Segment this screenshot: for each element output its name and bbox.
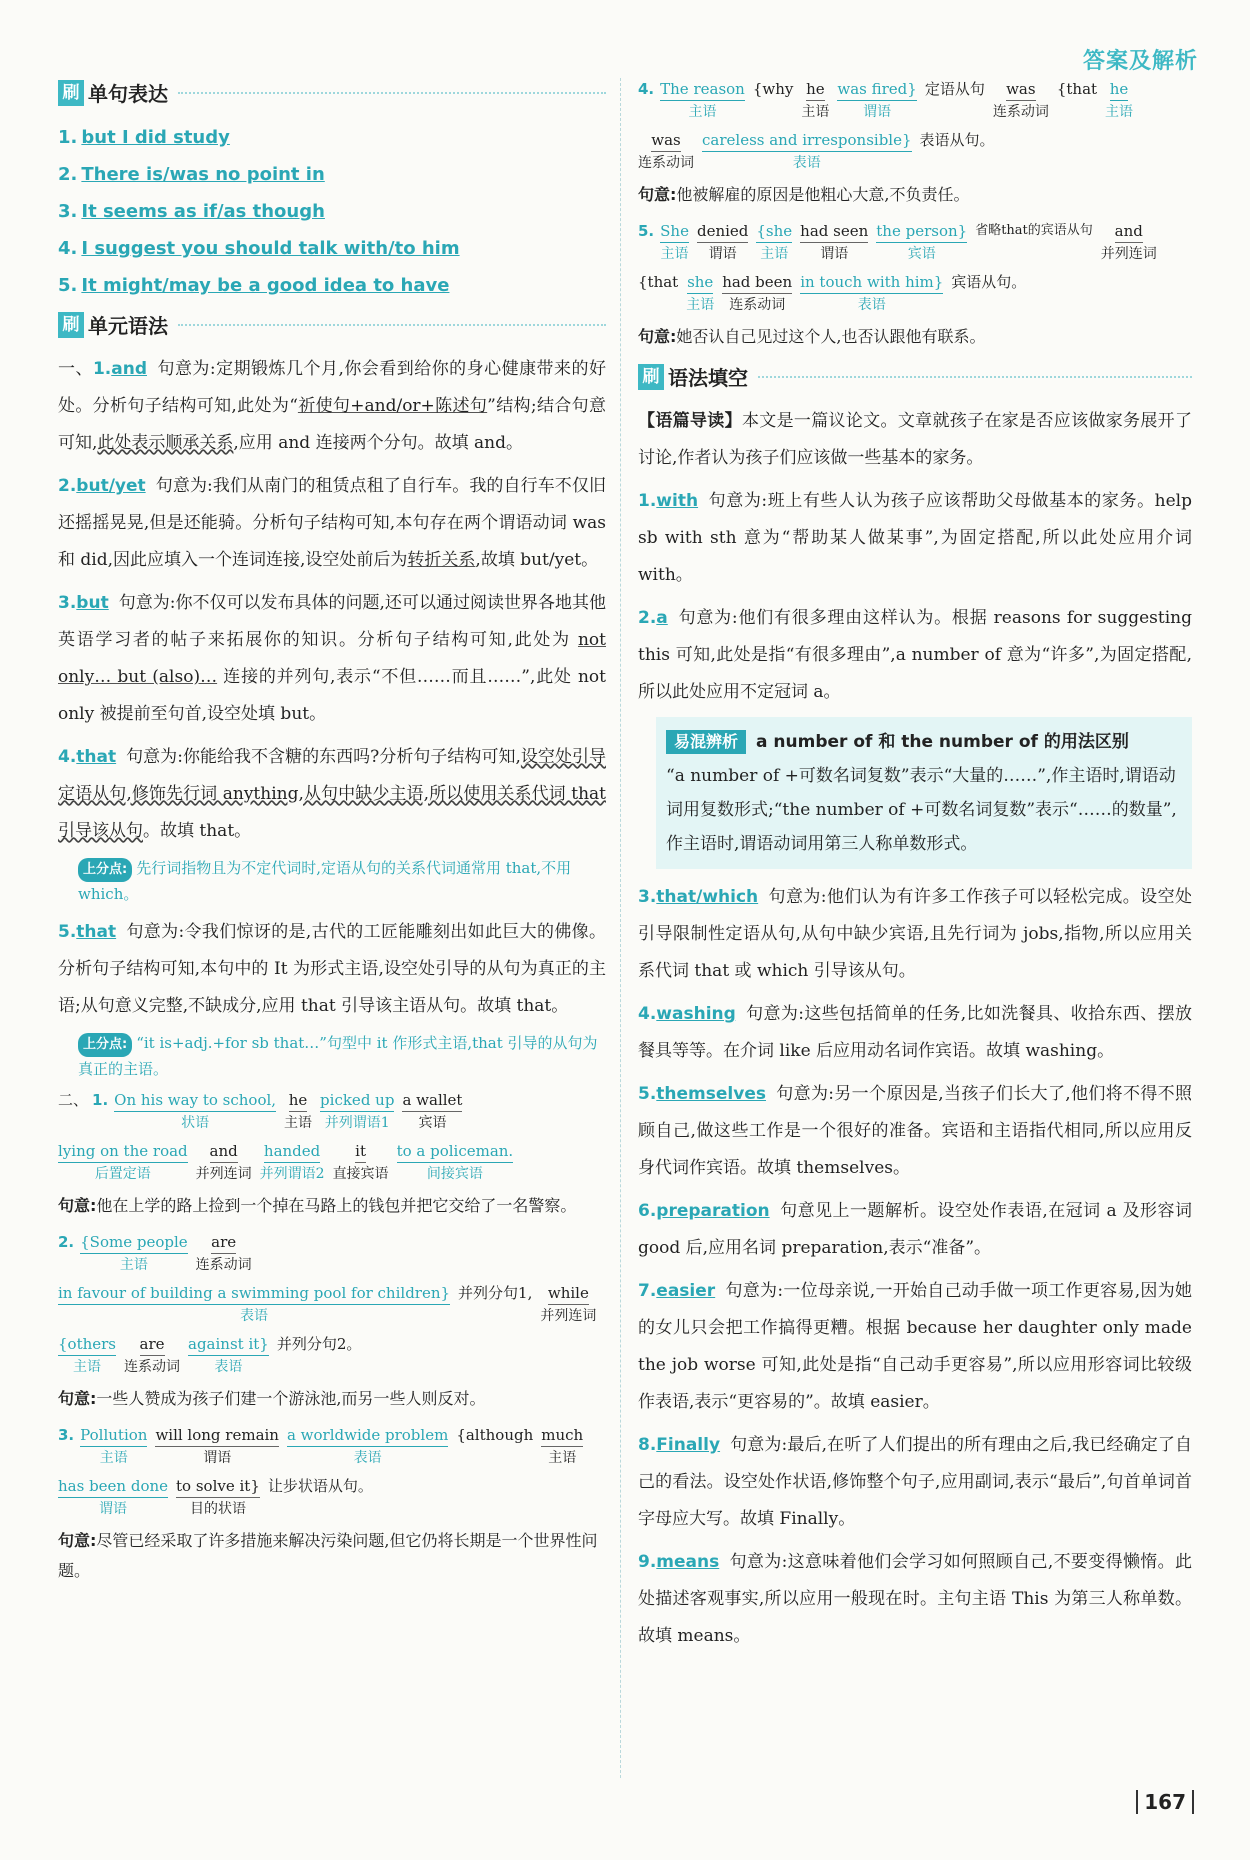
segment: he 主语 bbox=[1105, 80, 1134, 120]
segment: much 主语 bbox=[541, 1426, 584, 1466]
segment: he 主语 bbox=[284, 1091, 313, 1131]
segment: to a policeman. 间接宾语 bbox=[396, 1142, 514, 1182]
segment: had seen 谓语 bbox=[800, 222, 869, 262]
segment: the person} 宾语 bbox=[876, 222, 968, 262]
header-title: 答案及解析 bbox=[1082, 49, 1198, 74]
segment: she 主语 bbox=[686, 273, 715, 313]
segment: {Some people 主语 bbox=[80, 1233, 188, 1273]
grammar-item-3: 3.but 句意为:你不仅可以发布具体的问题,还可以通过阅读世界各地其他英语学习者的帖子来拓展你的知识。分析句子结构可知,此处为 not only… but (also)… 连接的并列句,表示“不但……而且……”,此处 not only 被提前至句首,设空处填 but。 bbox=[58, 593, 607, 724]
segment: She 主语 bbox=[660, 222, 689, 262]
segment: {that bbox=[638, 273, 679, 291]
segment: has been done 谓语 bbox=[58, 1477, 169, 1517]
segment: 定语从句 bbox=[924, 80, 985, 98]
box-text: “a number of +可数名词复数”表示“大量的……”,作主语时,谓语动词用复数形式;“the number of +可数名词复数”表示“……的数量”,作主语时,谓语动词用第三人称单数形式。 bbox=[666, 766, 1177, 854]
segment: are 连系动词 bbox=[124, 1335, 181, 1375]
page-number: 167 bbox=[1136, 1790, 1194, 1814]
fill-item: 2.a 句意为:他们有很多理由这样认为。根据 reasons for suggesting this 可知,此处是指“有很多理由”,a number of 意为“许多”,为固定搭配,所以此处应用不定冠词 a。 bbox=[638, 608, 1192, 702]
segment: to solve it} 目的状语 bbox=[176, 1477, 260, 1517]
segment: it 直接宾语 bbox=[332, 1142, 389, 1182]
tip-badge: 上分点: bbox=[78, 858, 132, 882]
segment: {she 主语 bbox=[756, 222, 793, 262]
fill-item: 9.means 句意为:这意味着他们会学习如何照顾自己,不要变得懒惰。此处描述客观事实,所以应用一般现在时。主句主语 This 为第三人称单数。故填 means。 bbox=[638, 1552, 1192, 1646]
grammar-item-2: 2.but/yet 句意为:我们从南门的租赁点租了自行车。我的自行车不仅旧还摇摇晃晃,但是还能骑。分析句子结构可知,本句存在两个谓语动词 was 和 did,因此应填入一个连词连接,设空处前后为转折关系,故填 but/yet。 bbox=[58, 476, 606, 570]
sentence-analysis-4 bbox=[638, 78, 1192, 210]
segment: a wallet 宾语 bbox=[402, 1091, 463, 1131]
analysis-row: 二、 1. On his way to school, 状语 he 主语 picked up 并列谓语1 a wallet 宾语 lying on the road 后置定语 and 并列连词 handed 并列谓语2 it 直接宾语 to a policeman. 间接宾语 bbox=[58, 1089, 606, 1191]
analysis-row: 2. {Some people 主语 are 连系动词 in favour of building a swimming pool for children} 表语 并列分句1, while 并列连词 {others 主语 are 连系动词 against it} 表语 并列分句2。 bbox=[58, 1231, 606, 1384]
guide-label: 【语篇导读】 bbox=[638, 411, 742, 431]
meaning: 句意:尽管已经采取了许多措施来解决污染问题,但它仍将长期是一个世界性问题。 bbox=[58, 1531, 598, 1580]
segment: lying on the road 后置定语 bbox=[58, 1142, 188, 1182]
answer-line: 5. It might/may be a good idea to have bbox=[58, 275, 450, 296]
answer-line: 2. There is/was no point in bbox=[58, 164, 325, 185]
shua-badge: 刷 bbox=[58, 80, 84, 106]
grammar-item-1: 一、1.and 句意为:定期锻炼几个月,你会看到给你的身心健康带来的好处。分析句子结构可知,此处为“祈使句+and/or+陈述句”结构;结合句意可知,此处表示顺承关系,应用 and 连接两个分句。故填 and。 bbox=[58, 359, 606, 453]
box-head: 易混辨析 a number of 和 the number of 的用法区别 bbox=[666, 725, 1182, 759]
segment: {that bbox=[1056, 80, 1098, 98]
grammar-item-5: 5.that 句意为:令我们惊讶的是,古代的工匠能雕刻出如此巨大的佛像。分析句子结构可知,本句中的 It 为形式主语,设空处引导的从句为真正的主语;从句意义完整,不缺成分,应用 that 引导该主语从句。故填 that。 bbox=[58, 922, 606, 1016]
analysis-row: 5. She 主语 denied 谓语 {she 主语 had seen 谓语 the person} 宾语 省略that的宾语从句 and 并列连词 {that she 主语 had been 连系动词 in touch with him} 表语 宾语从句。 bbox=[638, 220, 1192, 322]
section-header-unit-grammar bbox=[58, 310, 606, 339]
sentence-analysis-2 bbox=[58, 1231, 606, 1414]
sentence-analysis-1 bbox=[58, 1089, 606, 1221]
meaning: 句意:他在上学的路上捡到一个掉在马路上的钱包并把它交给了一名警察。 bbox=[58, 1196, 577, 1215]
answer-line: 3. It seems as if/as though bbox=[58, 201, 325, 222]
meaning: 句意:她否认自己见过这个人,也否认跟他有联系。 bbox=[638, 327, 986, 346]
segment: denied 谓语 bbox=[696, 222, 749, 262]
section-header-grammar-fill bbox=[638, 362, 1192, 391]
dotted-divider bbox=[758, 376, 1192, 378]
answer-line: 4. I suggest you should talk with/to him bbox=[58, 238, 460, 259]
segment: The reason 主语 bbox=[660, 80, 745, 120]
segment: a worldwide problem 表语 bbox=[286, 1426, 449, 1466]
segment: in touch with him} 表语 bbox=[800, 273, 944, 313]
segment: was fired} 谓语 bbox=[837, 80, 917, 120]
segment: 表语从句。 bbox=[919, 131, 995, 149]
fill-item: 1.with 句意为:班上有些人认为孩子应该帮助父母做基本的家务。help sb with sth 意为“帮助某人做某事”,为固定搭配,所以此处应用介词 with。 bbox=[638, 491, 1192, 585]
meaning: 句意:一些人赞成为孩子们建一个游泳池,而另一些人则反对。 bbox=[58, 1389, 486, 1408]
segment: was 连系动词 bbox=[992, 80, 1049, 120]
segment: On his way to school, 状语 bbox=[114, 1091, 277, 1131]
confusion-box bbox=[656, 717, 1192, 869]
grammar-item-4: 4.that 句意为:你能给我不含糖的东西吗?分析句子结构可知,设空处引导定语从句,修饰先行词 anything,从句中缺少主语,所以使用关系代词 that 引导该从句。故填 that。 bbox=[58, 747, 606, 841]
fill-item: 5.themselves 句意为:另一个原因是,当孩子们长大了,他们将不得不照顾自己,做这些工作是一个很好的准备。宾语和主语指代相同,所以应用反身代词作宾语。故填 themselves。 bbox=[638, 1084, 1192, 1178]
analysis-row: 4. The reason 主语 {why he 主语 was fired} 谓语 定语从句 was 连系动词 {that he 主语 was 连系动词 careless and irresponsible} 表语 表语从句。 bbox=[638, 78, 1192, 180]
segment: against it} 表语 bbox=[188, 1335, 269, 1375]
segment: 让步状语从句。 bbox=[267, 1477, 373, 1495]
section-title: 语法填空 bbox=[668, 366, 748, 390]
section-title: 单元语法 bbox=[88, 314, 168, 338]
tip-note: 上分点: “it is+adj.+for sb that…”句型中 it 作形式主语,that 引导的从句为真正的主语。 bbox=[78, 1034, 598, 1078]
segment: picked up 并列谓语1 bbox=[320, 1091, 395, 1131]
segment: was 连系动词 bbox=[638, 131, 694, 171]
sentence-analysis-5 bbox=[638, 220, 1192, 352]
dotted-divider bbox=[178, 92, 606, 94]
sentence-answers bbox=[58, 119, 606, 304]
shua-badge: 刷 bbox=[58, 312, 84, 338]
dotted-divider bbox=[178, 324, 606, 326]
fill-item: 4.washing 句意为:这些包括简单的任务,比如洗餐具、收拾东西、摆放餐具等等。在介词 like 后应用动名词作宾语。故填 washing。 bbox=[638, 1004, 1192, 1061]
segment: in favour of building a swimming pool for children} 表语 bbox=[58, 1284, 451, 1324]
tip-badge: 上分点: bbox=[78, 1033, 132, 1057]
segment: are 连系动词 bbox=[195, 1233, 252, 1273]
segment: 并列分句2。 bbox=[276, 1335, 362, 1353]
segment: and 并列连词 bbox=[1100, 222, 1157, 262]
segment: handed 并列谓语2 bbox=[259, 1142, 325, 1182]
fill-item: 6.preparation 句意见上一题解析。设空处作表语,在冠词 a 及形容词 good 后,应用名词 preparation,表示“准备”。 bbox=[638, 1201, 1192, 1258]
section-header-sentence-expression bbox=[58, 78, 606, 107]
segment: he 主语 bbox=[801, 80, 830, 120]
segment: {why bbox=[752, 80, 794, 98]
segment: Pollution 主语 bbox=[80, 1426, 148, 1466]
fill-item: 7.easier 句意为:一位母亲说,一开始自己动手做一项工作更容易,因为她的女儿只会把工作搞得更糟。根据 because her daughter only made the job worse 可知,此处是指“自己动手更容易”,所以应用形容词比较级作表语,表示“更容易的”。故填 easier。 bbox=[638, 1281, 1192, 1412]
meaning: 句意:他被解雇的原因是他粗心大意,不负责任。 bbox=[638, 185, 970, 204]
segment: {although bbox=[456, 1426, 534, 1444]
segment: {others 主语 bbox=[58, 1335, 117, 1375]
sentence-analysis-3 bbox=[58, 1424, 606, 1586]
segment: 宾语从句。 bbox=[951, 273, 1027, 291]
section-title: 单句表达 bbox=[88, 82, 168, 106]
box-badge: 易混辨析 bbox=[666, 730, 746, 754]
segment: and 并列连词 bbox=[195, 1142, 252, 1182]
tip-note: 上分点: 先行词指物且为不定代词时,定语从句的关系代词通常用 that,不用 which。 bbox=[78, 859, 572, 903]
answer-line: 1. but I did study bbox=[58, 127, 230, 148]
segment: will long remain 谓语 bbox=[155, 1426, 279, 1466]
passage-guide: 【语篇导读】本文是一篇议论文。文章就孩子在家是否应该做家务展开了讨论,作者认为孩子们应该做一些基本的家务。 bbox=[638, 411, 1193, 468]
shua-badge: 刷 bbox=[638, 364, 664, 390]
segment: had been 连系动词 bbox=[722, 273, 793, 313]
fill-item: 3.that/which 句意为:他们认为有许多工作孩子可以轻松完成。设空处引导限制性定语从句,从句中缺少宾语,且先行词为 jobs,指物,所以应用关系代词 that 或 which 引导该从句。 bbox=[638, 887, 1192, 981]
segment: 省略that的宾语从句 bbox=[975, 223, 1093, 238]
analysis-row: 3. Pollution 主语 will long remain 谓语 a worldwide problem 表语 {although much 主语 has been done 谓语 to solve it} 目的状语 让步状语从句。 bbox=[58, 1424, 606, 1526]
right-column bbox=[638, 78, 1192, 1661]
fill-item: 8.Finally 句意为:最后,在听了人们提出的所有理由之后,我已经确定了自己的看法。设空处作状语,修饰整个句子,应用副词,表示“最后”,句首单词首字母应大写。故填 Finally。 bbox=[638, 1435, 1192, 1529]
left-column bbox=[58, 78, 606, 1596]
segment: while 并列连词 bbox=[540, 1284, 597, 1324]
segment: 并列分句1, bbox=[458, 1284, 533, 1302]
segment: careless and irresponsible} 表语 bbox=[702, 131, 912, 171]
column-divider bbox=[620, 78, 621, 1778]
